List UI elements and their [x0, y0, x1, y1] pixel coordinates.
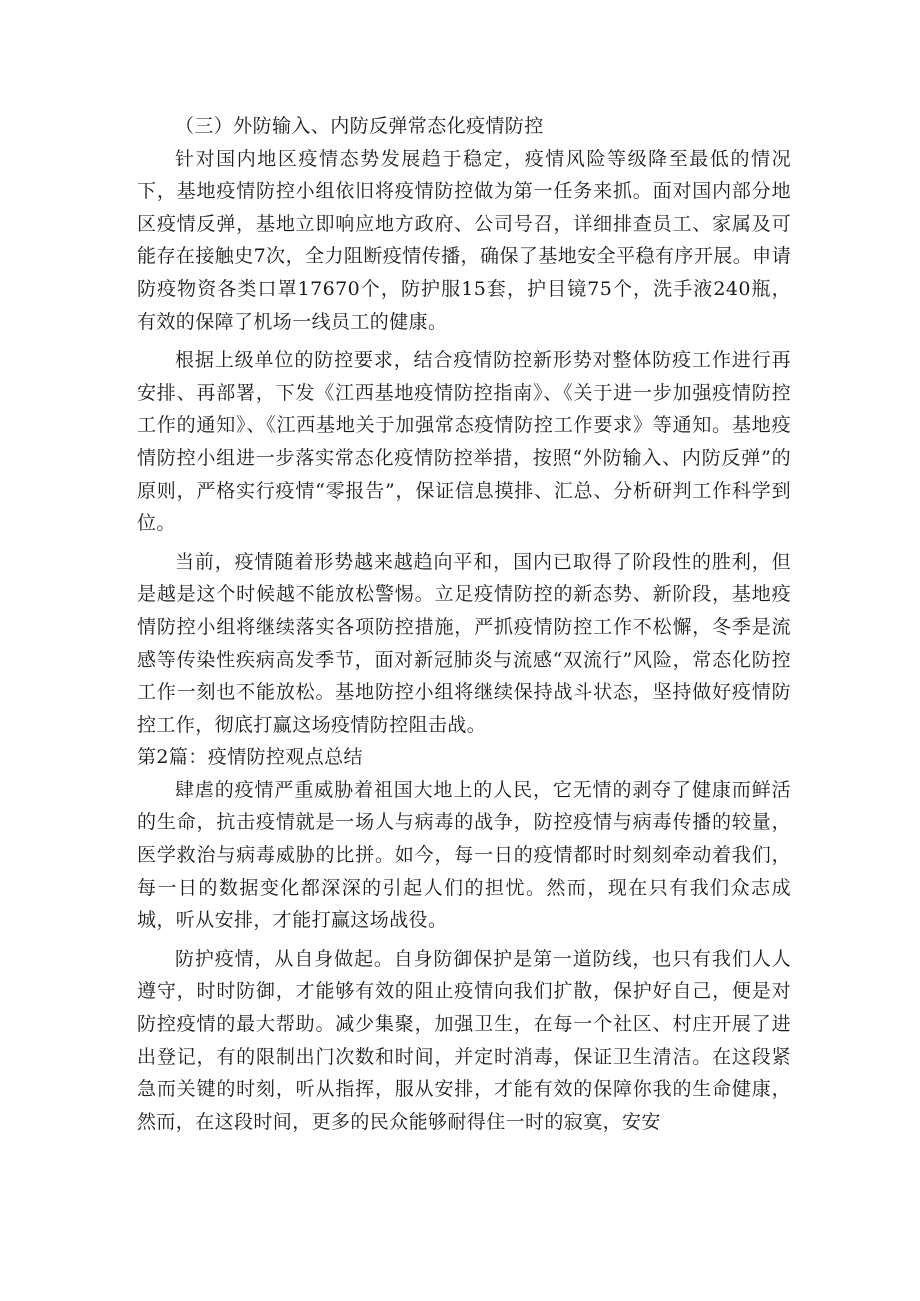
paragraph-current-status: 当前，疫情随着形势越来越趋向平和，国内已取得了阶段性的胜利，但是越是这个时候越不能放松警惕。立足疫情防控的新态势、新阶段，基地疫情防控小组将继续落实各项防控措施，严抓疫情防控工作不松懈，冬季是流感等传染性疾病高发季节，面对新冠肺炎与流感“双流行”风险，常态化防控工作一刻也不能放松。基地防控小组将继续保持战斗状态，坚持做好疫情防控工作，彻底打赢这场疫情防控阻击战。	[137, 550, 791, 736]
paragraph-self-protection: 防护疫情，从自身做起。自身防御保护是第一道防线，也只有我们人人遵守，时时防御，才能够有效的阻止疫情向我们扩散，保护好自己，便是对防控疫情的最大帮助。减少集聚，加强卫生，在每一个社区、村庄开展了进出登记，有的限制出门次数和时间，并定时消毒，保证卫生清洁。在这段紧急而关键的时刻，听从指挥，服从安排，才能有效的保障你我的生命健康，然而，在这段时间，更多的民众能够耐得住一时的寂寞，安安	[137, 947, 791, 1133]
paragraph-control-requirements: 根据上级单位的防控要求，结合疫情防控新形势对整体防疫工作进行再安排、再部署，下发《江西基地疫情防控指南》、《关于进一步加强疫情防控工作的通知》、《江西基地关于加强常态疫情防控工作要求》等通知。基地疫情防控小组进一步落实常态化疫情防控举措，按照“外防输入、内防反弹”的原则，严格实行疫情“零报告”，保证信息摸排、汇总、分析研判工作科学到位。	[137, 349, 791, 535]
paragraph-epidemic-threat: 肆虐的疫情严重威胁着祖国大地上的人民，它无情的剥夺了健康而鲜活的生命，抗击疫情就是一场人与病毒的战争，防控疫情与病毒传播的较量，医学救治与病毒威胁的比拼。如今，每一日的疫情都时时刻刻牵动着我们，每一日的数据变化都深深的引起人们的担忧。然而，现在只有我们众志成城，听从安排，才能打赢这场战役。	[137, 778, 791, 932]
chapter-heading: 第2篇：疫情防控观点总结	[137, 746, 363, 769]
document-body	[137, 110, 791, 1138]
section-heading: （三）外防输入、内防反弹常态化疫情防控	[175, 115, 544, 137]
paragraph-epidemic-situation: 针对国内地区疫情态势发展趋于稳定，疫情风险等级降至最低的情况下，基地疫情防控小组依旧将疫情防控做为第一任务来抓。面对国内部分地区疫情反弹，基地立即响应地方政府、公司号召，详细排查员工、家属及可能存在接触史7次，全力阻断疫情传播，确保了基地安全平稳有序开展。申请防疫物资各类口罩17670个，防护服15套，护目镜75个，洗手液240瓶，有效的保障了机场一线员工的健康。	[137, 147, 791, 333]
